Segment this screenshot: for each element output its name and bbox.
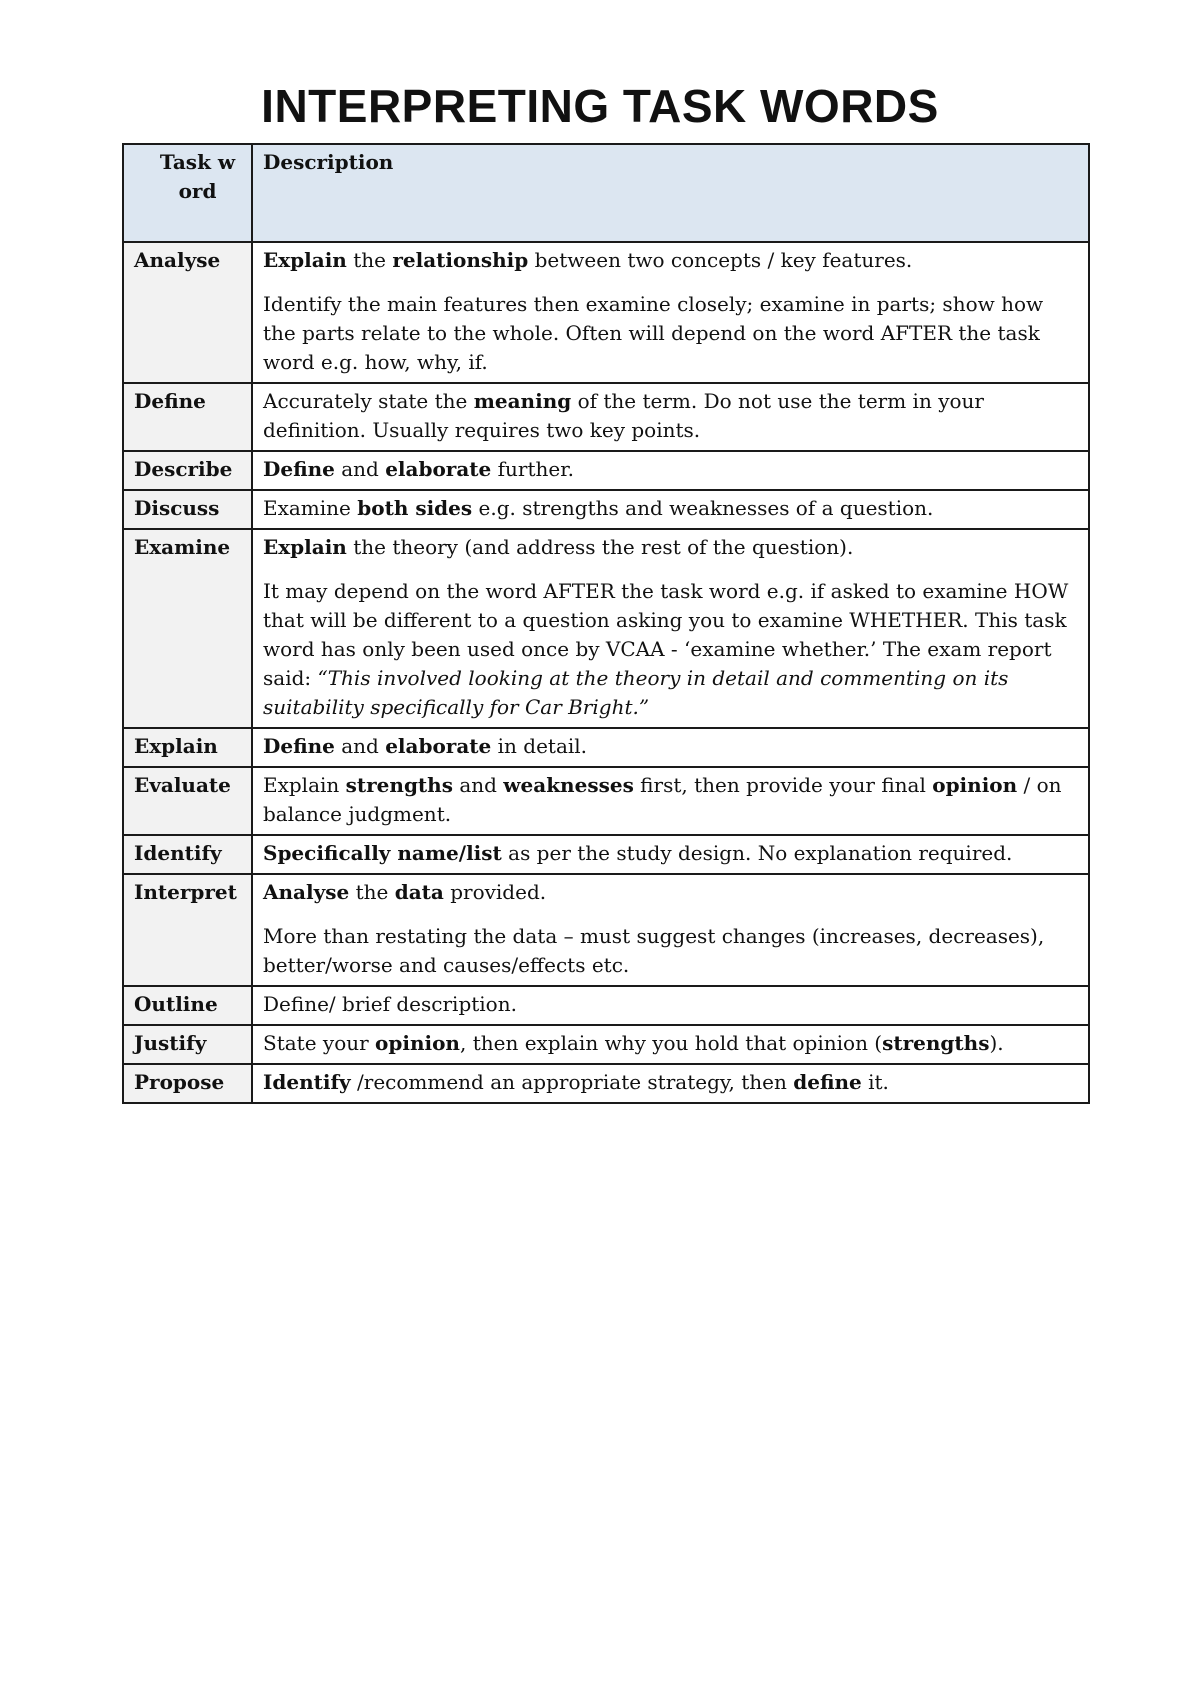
task-word-cell: Identify — [123, 835, 252, 874]
description-text: and — [334, 457, 386, 481]
description-text: the theory (and address the rest of the question). — [346, 535, 854, 559]
emphasis-text: both sides — [357, 496, 473, 520]
description-text: Accurately state the — [263, 389, 474, 413]
description-text: /recommend an appropriate strategy, then — [350, 1070, 794, 1094]
description-text: e.g. strengths and weaknesses of a question. — [472, 496, 934, 520]
task-word-cell: Interpret — [123, 874, 252, 986]
description-paragraph — [263, 990, 1078, 1019]
description-text: it. — [861, 1070, 889, 1094]
page-title: INTERPRETING TASK WORDS — [261, 80, 939, 132]
table-row — [123, 1064, 1089, 1103]
emphasis-text: elaborate — [385, 734, 492, 758]
description-paragraph — [263, 1068, 1078, 1097]
emphasis-text: Define — [263, 734, 335, 758]
description-text: first, then provide your final — [633, 773, 933, 797]
table-row — [123, 529, 1089, 728]
description-text: More than restating the data – must suggest changes (increases, decreases), better/worse and causes/effects etc. — [263, 924, 1045, 977]
emphasis-text: Specifically name/list — [263, 841, 502, 865]
description-text: Identify the main features then examine closely; examine in parts; show how the parts relate to the whole. Often will depend on the word AFTER the task word e.g. how, why, if. — [263, 292, 1044, 374]
task-word-cell: Describe — [123, 451, 252, 490]
task-word-cell: Discuss — [123, 490, 252, 529]
emphasis-text: strengths — [345, 773, 453, 797]
description-cell — [252, 874, 1089, 986]
description-cell — [252, 451, 1089, 490]
description-text: Explain — [263, 773, 346, 797]
description-text: / on balance judgment. — [263, 773, 1062, 826]
description-text: Examine — [263, 496, 358, 520]
emphasis-text: opinion — [375, 1031, 460, 1055]
emphasis-text: Analyse — [263, 880, 350, 904]
task-word-cell: Examine — [123, 529, 252, 728]
emphasis-text: Explain — [263, 535, 347, 559]
description-cell — [252, 490, 1089, 529]
description-paragraph — [263, 577, 1078, 722]
description-paragraph — [263, 878, 1078, 907]
quoted-text: “This involved looking at the theory in detail and commenting on its suitability specifically for Car Bright.” — [263, 666, 1009, 719]
table-row — [123, 490, 1089, 529]
description-text: , then explain why you hold that opinion ( — [459, 1031, 883, 1055]
emphasis-text: meaning — [473, 389, 572, 413]
description-text: of the term. Do not use the term in your definition. Usually requires two key points. — [263, 389, 984, 442]
description-cell — [252, 767, 1089, 835]
description-text: in detail. — [491, 734, 588, 758]
emphasis-text: Identify — [263, 1070, 351, 1094]
description-paragraph — [263, 387, 1078, 445]
description-text: and — [452, 773, 504, 797]
description-text: ). — [989, 1031, 1004, 1055]
emphasis-text: Define — [263, 457, 335, 481]
table-row — [123, 1025, 1089, 1064]
description-paragraph — [263, 732, 1078, 761]
description-cell — [252, 728, 1089, 767]
description-cell — [252, 383, 1089, 451]
description-paragraph — [263, 494, 1078, 523]
table-row — [123, 728, 1089, 767]
emphasis-text: elaborate — [385, 457, 492, 481]
description-paragraph — [263, 290, 1078, 377]
emphasis-text: Explain — [263, 248, 347, 272]
task-words-table — [122, 143, 1090, 1104]
task-word-cell: Analyse — [123, 242, 252, 383]
description-text: further. — [491, 457, 574, 481]
task-word-cell: Define — [123, 383, 252, 451]
table-row — [123, 874, 1089, 986]
description-paragraph — [263, 1029, 1078, 1058]
table-body — [123, 242, 1089, 1103]
emphasis-text: strengths — [882, 1031, 990, 1055]
description-paragraph — [263, 922, 1078, 980]
emphasis-text: data — [394, 880, 444, 904]
description-text: Define/ brief description. — [263, 992, 517, 1016]
description-cell — [252, 835, 1089, 874]
task-word-cell: Evaluate — [123, 767, 252, 835]
column-header-description: Description — [252, 144, 1089, 242]
table-row — [123, 767, 1089, 835]
description-paragraph — [263, 771, 1078, 829]
description-text: as per the study design. No explanation required. — [501, 841, 1013, 865]
description-text: the — [346, 248, 393, 272]
table-row — [123, 986, 1089, 1025]
task-word-cell: Outline — [123, 986, 252, 1025]
task-word-cell: Justify — [123, 1025, 252, 1064]
table-row — [123, 383, 1089, 451]
description-text: State your — [263, 1031, 376, 1055]
task-word-cell: Explain — [123, 728, 252, 767]
description-cell — [252, 1064, 1089, 1103]
description-text: between two concepts / key features. — [528, 248, 913, 272]
description-paragraph — [263, 455, 1078, 484]
emphasis-text: relationship — [392, 248, 529, 272]
description-text: provided. — [443, 880, 547, 904]
description-cell — [252, 529, 1089, 728]
task-word-cell: Propose — [123, 1064, 252, 1103]
emphasis-text: opinion — [932, 773, 1018, 797]
emphasis-text: weaknesses — [503, 773, 634, 797]
description-cell — [252, 986, 1089, 1025]
description-text: the — [349, 880, 395, 904]
description-paragraph — [263, 839, 1078, 868]
table-row — [123, 451, 1089, 490]
description-text: and — [334, 734, 386, 758]
description-paragraph — [263, 533, 1078, 562]
description-cell — [252, 1025, 1089, 1064]
description-cell — [252, 242, 1089, 383]
table-row — [123, 242, 1089, 383]
table-header-row — [123, 144, 1089, 242]
emphasis-text: define — [793, 1070, 862, 1094]
column-header-task-word: Task word — [123, 144, 252, 242]
description-paragraph — [263, 246, 1078, 275]
description-text: It may depend on the word AFTER the task word e.g. if asked to examine HOW that will be different to a question asking you to examine WHETHER. This task word has only been used once by VCAA - ‘examine whether.’ The exam report said: — [263, 579, 1069, 690]
table-row — [123, 835, 1089, 874]
